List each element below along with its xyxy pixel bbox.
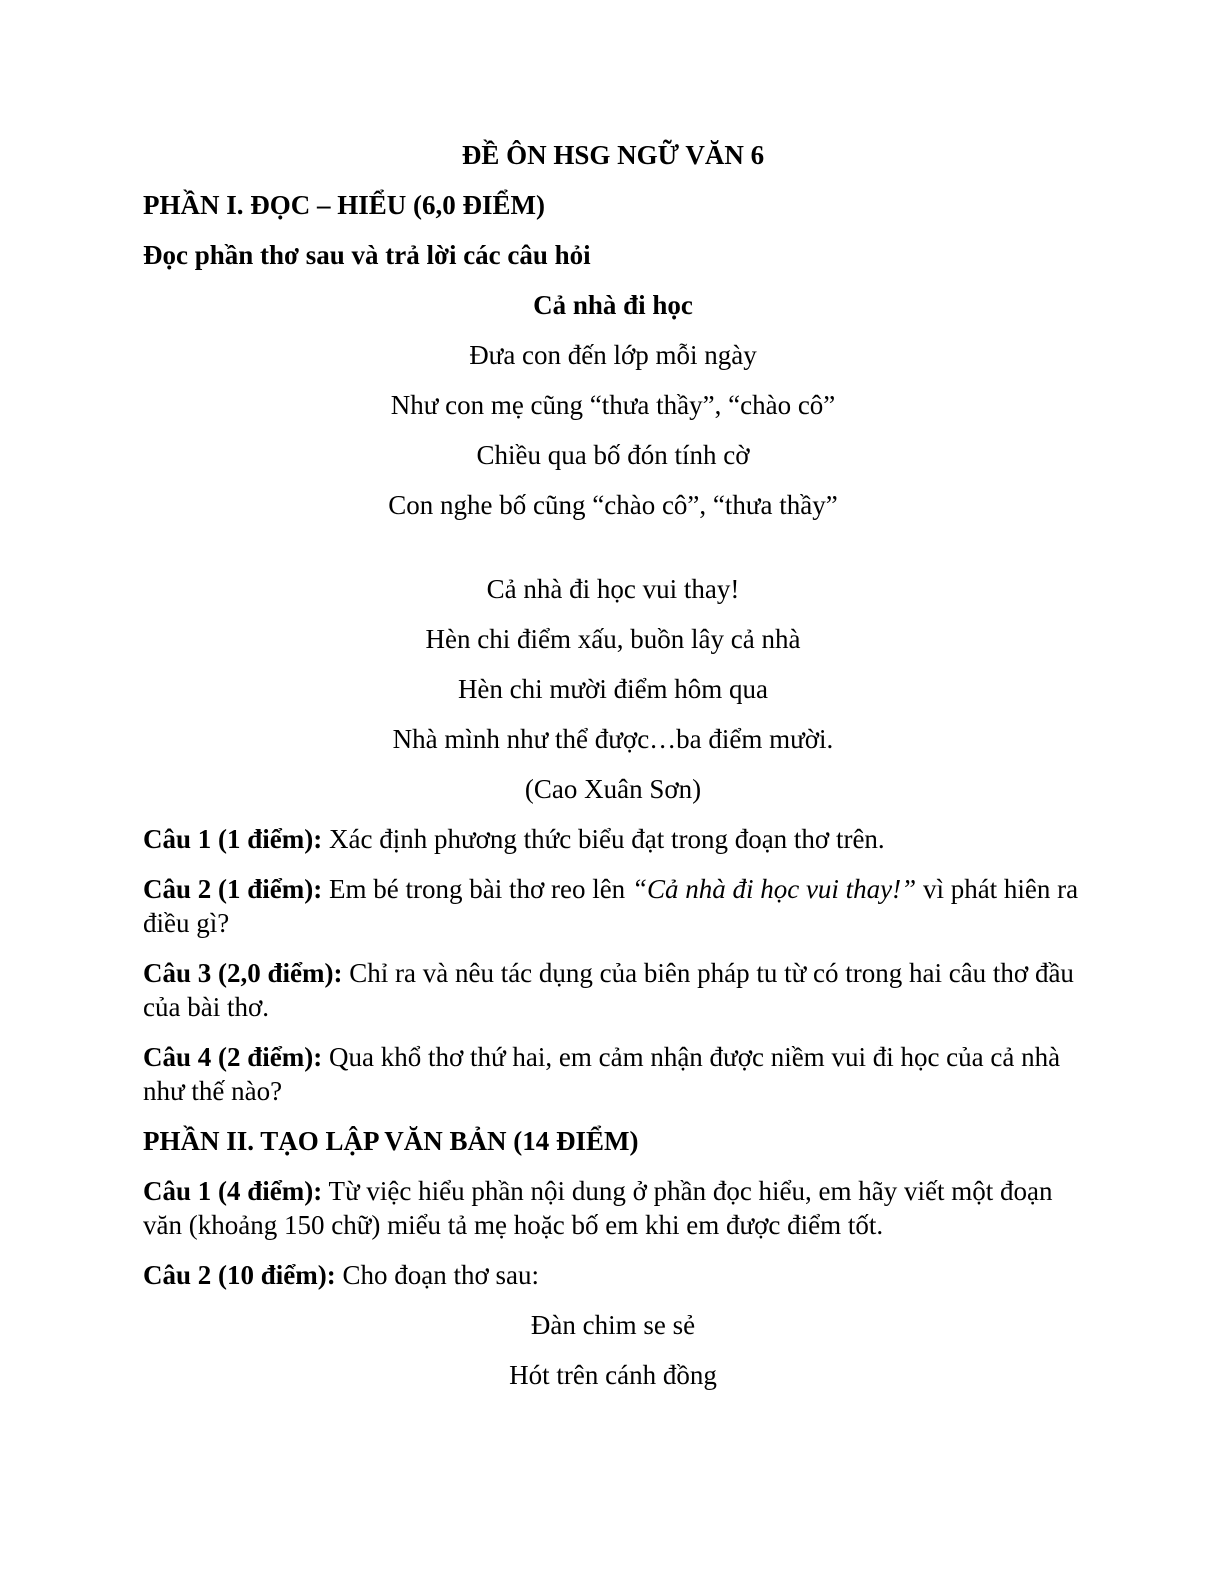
poem-line: Đưa con đến lớp mỗi ngày [469, 340, 757, 370]
poem-title: Cả nhà đi học [533, 290, 693, 320]
question-4 [143, 1040, 1083, 1108]
question-label: Câu 2 (10 điểm): [143, 1260, 336, 1290]
question-quote: “Cả nhà đi học vui thay!” [631, 874, 917, 904]
question-text: Xác định phương thức biểu đạt trong đoạn thơ trên. [322, 824, 885, 854]
poem-line: Hót trên cánh đồng [509, 1360, 717, 1390]
poem-line: Đàn chim se sẻ [530, 1310, 696, 1340]
question-1 [143, 822, 1083, 856]
poem-line: Cả nhà đi học vui thay! [486, 574, 740, 604]
question-2 [143, 872, 1083, 940]
document-title: ĐỀ ÔN HSG NGỮ VĂN 6 [461, 140, 765, 170]
question-text: Chỉ ra và nêu tác dụng của biên pháp tu từ có trong hai câu thơ đầu của bài thơ. [143, 958, 1074, 1022]
question-label: Câu 2 (1 điểm): [143, 874, 323, 904]
poem-line: Chiều qua bố đón tính cờ [476, 440, 750, 470]
poem-line: Hèn chi điểm xấu, buồn lây cả nhà [425, 624, 801, 654]
question-label: Câu 1 (1 điểm): [143, 824, 323, 854]
poem-author: (Cao Xuân Sơn) [524, 774, 702, 804]
question-text: Từ việc hiểu phần nội dung ở phần đọc hiểu, em hãy viết một đoạn văn (khoảng 150 chữ) miểu tả mẹ hoặc bố em khi em được điểm tốt. [143, 1176, 1053, 1240]
poem-line: Như con mẹ cũng “thưa thầy”, “chào cô” [390, 390, 836, 420]
question-label: Câu 3 (2,0 điểm): [143, 958, 343, 988]
question-3 [143, 956, 1083, 1024]
question-text: vì phát hiên ra điều gì? [143, 874, 1079, 938]
part1-heading: PHẦN I. ĐỌC – HIỂU (6,0 ĐIỂM) [143, 190, 545, 220]
question-text: Cho đoạn thơ sau: [335, 1260, 539, 1290]
question-label: Câu 1 (4 điểm): [143, 1176, 323, 1206]
question-text: Em bé trong bài thơ reo lên [322, 874, 632, 904]
poem-line: Hèn chi mười điểm hôm qua [457, 674, 769, 704]
part1-instruction: Đọc phần thơ sau và trả lời các câu hỏi [143, 240, 591, 270]
question-text: Qua khổ thơ thứ hai, em cảm nhận được niềm vui đi học của cả nhà như thế nào? [143, 1042, 1061, 1106]
part2-question-1 [143, 1174, 1083, 1242]
poem-line: Con nghe bố cũng “chào cô”, “thưa thầy” [388, 490, 838, 520]
question-label: Câu 4 (2 điểm): [143, 1042, 323, 1072]
stanza-gap [143, 522, 1083, 572]
part2-question-2 [143, 1258, 1083, 1292]
part2-heading: PHẦN II. TẠO LẬP VĂN BẢN (14 ĐIỂM) [143, 1126, 639, 1156]
document-page [143, 138, 1083, 1392]
poem-line: Nhà mình như thể được…ba điểm mười. [392, 724, 834, 754]
